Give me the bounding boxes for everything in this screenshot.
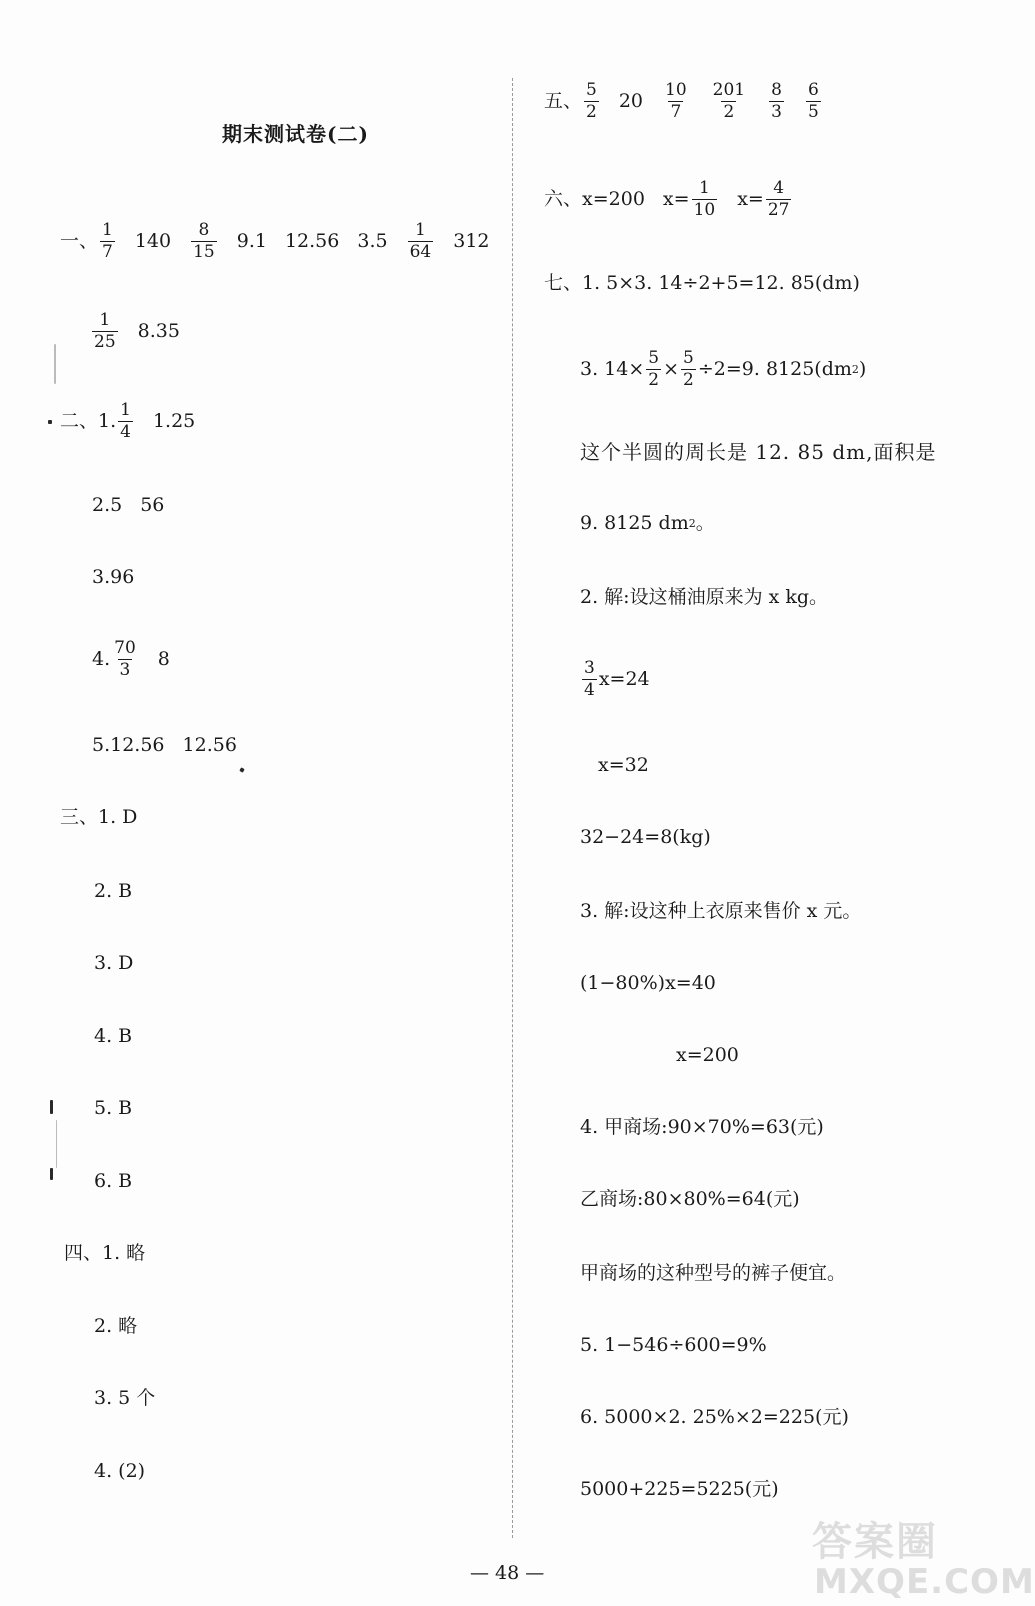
fraction: $\frac{1}{25}$: [94, 310, 116, 352]
section-7-item-2-equation: $\frac{3}{4}$ x=24: [584, 658, 650, 700]
scan-mark: [48, 420, 52, 424]
fraction: $\frac{8}{3}$: [771, 80, 782, 122]
fraction: $\frac{1}{10}$: [693, 178, 716, 220]
section-label: 二、1.: [60, 410, 117, 432]
fraction: $\frac{5}{2}$: [683, 348, 694, 390]
section-2-item-4: 4. $\frac{70}{3}$ 8: [92, 638, 170, 680]
section-7-item-2-result: 32−24=8(kg): [580, 826, 711, 848]
section-7-area-calc: 3. 14× $\frac{5}{2}$ × $\frac{5}{2}$ ÷2=9. 8125(dm 2 ): [580, 348, 867, 390]
section-1-answers: [60, 222, 490, 261]
section-7-item-3: 3. 解:设这种上衣原来售价 x 元。: [580, 900, 862, 922]
answer-value: 312: [453, 230, 490, 252]
fraction: $\frac{3}{4}$: [584, 658, 595, 700]
section-7-item-3-equation: (1−80%)x=40: [580, 972, 716, 994]
scan-mark: [50, 1168, 53, 1180]
section-7-item-3-solution: x=200: [676, 1044, 739, 1066]
section-label: 五、: [544, 90, 583, 112]
section-7-item-4: 4. 甲商场:90×70%=63(元): [580, 1116, 824, 1138]
fraction: $\frac{1}{64}$: [409, 220, 432, 262]
section-4-item-3: 3. 5 个: [94, 1387, 156, 1409]
fraction: $\frac{201}{2}$: [712, 80, 746, 122]
section-3-item-5: 5. B: [94, 1097, 133, 1119]
section-label: 六、: [544, 188, 583, 210]
scan-mark: [239, 767, 244, 772]
fraction: $\frac{70}{3}$: [114, 638, 136, 680]
section-3-item-2: 2. B: [94, 880, 133, 902]
section-7-item-4b: 乙商场:80×80%=64(元): [580, 1188, 800, 1210]
section-2-item-5: 5.12.56 12.56: [92, 734, 237, 756]
answer-value: 9.1: [236, 230, 267, 252]
section-7-item-6-result: 5000+225=5225(元): [580, 1478, 779, 1500]
section-3-item-6: 6. B: [94, 1170, 133, 1192]
column-divider: [512, 78, 513, 1538]
fraction: $\frac{6}{5}$: [807, 80, 819, 122]
scan-mark: [50, 1100, 53, 1114]
section-7-item-2-solution: x=32: [598, 754, 649, 776]
section-2-item-2: 2.5 56: [92, 494, 165, 516]
fraction: $\frac{8}{15}$: [193, 220, 215, 262]
section-4-item-2: 2. 略: [94, 1315, 138, 1337]
section-4-item-4: 4. (2): [94, 1460, 146, 1482]
answer-value: 3.5: [357, 230, 388, 252]
section-7-item-1: 七、1. 5×3. 14÷2+5=12. 85(dm): [544, 272, 860, 294]
section-3-item-3: 3. D: [94, 952, 134, 974]
fraction: $\frac{1}{4}$: [120, 400, 131, 442]
section-7-item-6: 6. 5000×2. 25%×2=225(元): [580, 1406, 849, 1428]
section-7-conclusion-cont: 9. 8125 dm 2 。: [580, 512, 715, 534]
section-2-item-1: [60, 402, 195, 441]
fraction: $\frac{5}{2}$: [648, 348, 660, 390]
fraction: $\frac{5}{2}$: [586, 80, 597, 122]
section-6-answers: 六、 x=200 x= $\frac{1}{10}$ x= $\frac{4}{27}$: [544, 178, 790, 220]
watermark-logo: [812, 1510, 1035, 1602]
fraction: $\frac{4}{27}$: [767, 178, 790, 220]
scan-mark: [54, 344, 56, 384]
scan-mark: [56, 1120, 57, 1168]
section-7-item-2: 2. 解:设这桶油原来为 x kg。: [580, 586, 829, 608]
section-1-answers-cont: [90, 312, 180, 351]
section-7-conclusion: 这个半圆的周长是 12. 85 dm,面积是: [580, 440, 937, 464]
answer-value: 8.35: [137, 320, 180, 342]
watermark-text: 答案圈: [812, 1519, 938, 1565]
page-title: 期末测试卷(二): [222, 122, 369, 146]
section-3-item-4: 4. B: [94, 1025, 133, 1047]
section-7-item-4-conclusion: 甲商场的这种型号的裤子便宜。: [580, 1262, 847, 1284]
section-3-item-1: 三、1. D: [60, 806, 138, 828]
section-5-answers: 五、 $\frac{5}{2}$ 20 $\frac{10}{7}$ $\frac{201}{2}$ $\frac{8}{3}$ $\frac{6}{5}$: [544, 80, 819, 122]
section-7-item-5: 5. 1−546÷600=9%: [580, 1334, 767, 1356]
section-2-item-3: 3.96: [92, 566, 135, 588]
page-number: — 48 —: [470, 1562, 545, 1584]
fraction: $\frac{10}{7}$: [665, 80, 687, 122]
answer-value: 12.56: [284, 230, 340, 252]
section-label: 一、: [60, 230, 99, 252]
fraction: $\frac{1}{7}$: [102, 220, 113, 262]
answer-value: 1.25: [152, 410, 196, 432]
answer-value: 140: [134, 230, 172, 252]
watermark-url: MXQE.COM: [814, 1562, 1035, 1602]
section-4-item-1: 四、1. 略: [64, 1242, 146, 1264]
